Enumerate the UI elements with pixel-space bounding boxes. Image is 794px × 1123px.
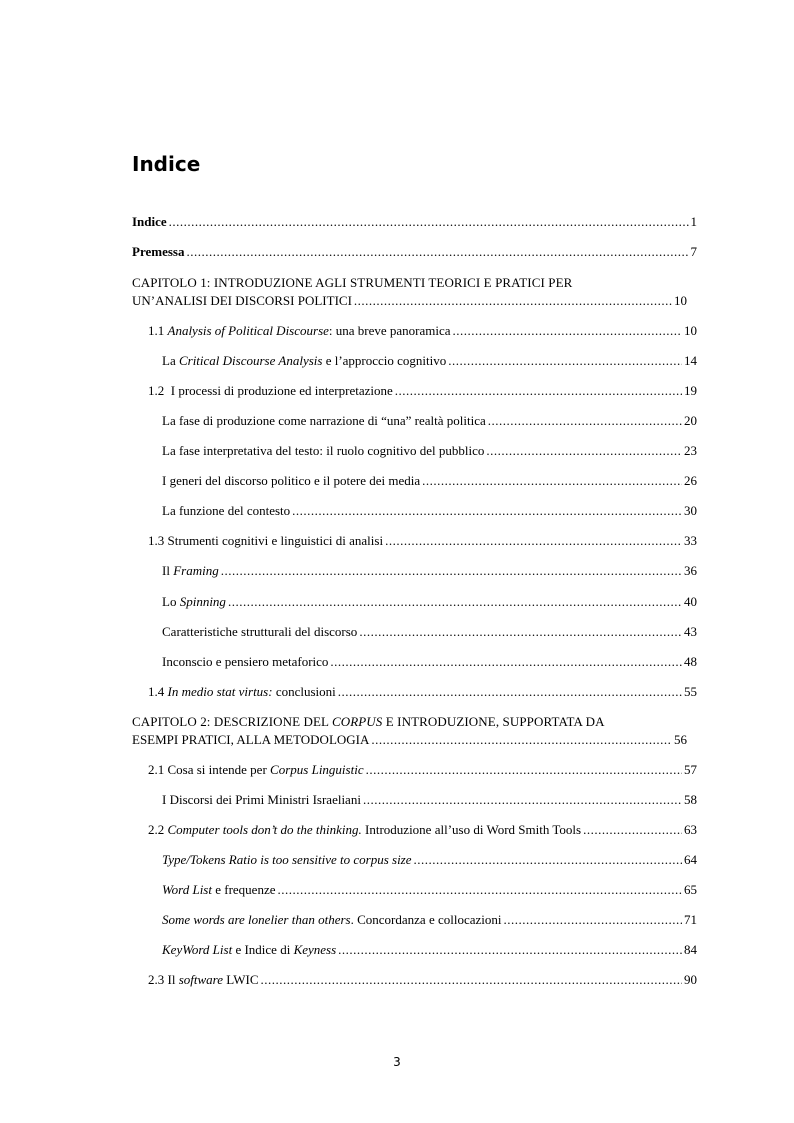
dot-leader bbox=[395, 382, 682, 400]
toc-page-number: 63 bbox=[684, 822, 697, 837]
toc-page-number: 10 bbox=[684, 323, 697, 338]
page-title: Indice bbox=[132, 152, 201, 176]
toc-entry-title: 2.1 Cosa si intende per Corpus Linguistic bbox=[148, 762, 364, 777]
toc-page-number: 19 bbox=[684, 383, 697, 398]
toc-page-number: 30 bbox=[684, 503, 697, 518]
toc-page-number: 65 bbox=[684, 882, 697, 897]
toc-chapter-title-cont: ESEMPI PRATICI, ALLA METODOLOGIA bbox=[132, 732, 370, 747]
toc-page-number: 71 bbox=[684, 912, 697, 927]
toc-entry-title: Type/Tokens Ratio is too sensitive to corpus size bbox=[162, 852, 412, 867]
toc-entry-title: La fase interpretativa del testo: il ruolo cognitivo del pubblico bbox=[162, 443, 485, 458]
toc-page-number: 43 bbox=[684, 624, 697, 639]
toc-entry-2-1[interactable] bbox=[148, 761, 697, 779]
dot-leader bbox=[186, 243, 688, 261]
toc-entry-indice[interactable] bbox=[132, 213, 697, 231]
toc-entry-generi[interactable] bbox=[162, 472, 697, 490]
toc-entry-2-3[interactable] bbox=[148, 971, 697, 989]
dot-leader bbox=[338, 941, 682, 959]
toc-entry-title: La funzione del contesto bbox=[162, 503, 291, 518]
toc-page-number: 10 bbox=[674, 293, 687, 308]
toc-entry-title: Lo Spinning bbox=[162, 594, 226, 609]
toc-entry-title: La Critical Discourse Analysis e l’approccio cognitivo bbox=[162, 353, 447, 368]
toc-entry-inconscio[interactable] bbox=[162, 653, 697, 671]
toc-entry-title: 1.1 Analysis of Political Discourse: una breve panoramica bbox=[148, 323, 451, 338]
toc-page-number: 20 bbox=[684, 413, 697, 428]
toc-entry-discorsi[interactable] bbox=[162, 791, 697, 809]
dot-leader bbox=[486, 442, 682, 460]
toc-entry-framing[interactable] bbox=[162, 562, 697, 580]
toc-entry-fase-interpretativa[interactable] bbox=[162, 442, 697, 460]
toc-entry-title: Indice bbox=[132, 214, 167, 229]
toc-page-number: 1 bbox=[690, 214, 697, 229]
dot-leader bbox=[354, 292, 672, 310]
toc-page-number: 26 bbox=[684, 473, 697, 488]
toc-entry-premessa[interactable] bbox=[132, 243, 697, 261]
toc-entry-1-3[interactable] bbox=[148, 532, 697, 550]
toc-entry-title: Inconscio e pensiero metaforico bbox=[162, 654, 329, 669]
dot-leader bbox=[221, 562, 682, 580]
toc-page-number: 40 bbox=[684, 594, 697, 609]
dot-leader bbox=[338, 683, 682, 701]
toc-entry-spinning[interactable] bbox=[162, 593, 697, 611]
toc-entry-1-4[interactable] bbox=[148, 683, 697, 701]
toc-chapter-1[interactable] bbox=[132, 274, 697, 310]
dot-leader bbox=[261, 971, 682, 989]
dot-leader bbox=[366, 761, 682, 779]
dot-leader bbox=[414, 851, 682, 869]
toc-page-number: 58 bbox=[684, 792, 697, 807]
toc-chapter-title-cont: UN’ANALISI DEI DISCORSI POLITICI bbox=[132, 293, 352, 308]
dot-leader bbox=[448, 352, 682, 370]
toc-page-number: 56 bbox=[674, 732, 687, 747]
toc-entry-title: I Discorsi dei Primi Ministri Israeliani bbox=[162, 792, 361, 807]
toc-entry-title: Il Framing bbox=[162, 563, 219, 578]
dot-leader bbox=[371, 731, 672, 749]
toc-entry-title: La fase di produzione come narrazione di “una” realtà politica bbox=[162, 413, 486, 428]
toc-page-number: 84 bbox=[684, 942, 697, 957]
toc-entry-cda[interactable] bbox=[162, 352, 697, 370]
dot-leader bbox=[330, 653, 682, 671]
toc-page-number: 57 bbox=[684, 762, 697, 777]
dot-leader bbox=[385, 532, 682, 550]
dot-leader bbox=[504, 911, 683, 929]
toc-entry-1-1[interactable] bbox=[148, 322, 697, 340]
toc-entry-title: Some words are lonelier than others. Concordanza e collocazioni bbox=[162, 912, 502, 927]
toc-entry-keyword-list[interactable] bbox=[162, 941, 697, 959]
toc-entry-title: Premessa bbox=[132, 244, 185, 259]
toc-chapter-title: CAPITOLO 1: INTRODUZIONE AGLI STRUMENTI TEORICI E PRATICI PER bbox=[132, 275, 573, 290]
toc-entry-type-tokens[interactable] bbox=[162, 851, 697, 869]
toc-page-number: 7 bbox=[690, 244, 697, 259]
toc-entry-caratteristiche[interactable] bbox=[162, 623, 697, 641]
page-number: 3 bbox=[393, 1055, 401, 1069]
toc-entry-title: Word List e frequenze bbox=[162, 882, 276, 897]
toc-entry-some-words[interactable] bbox=[162, 911, 697, 929]
dot-leader bbox=[228, 593, 682, 611]
toc-entry-title: 2.3 Il software LWIC bbox=[148, 972, 259, 987]
toc-entry-1-2[interactable] bbox=[148, 382, 697, 400]
dot-leader bbox=[359, 623, 682, 641]
dot-leader bbox=[278, 881, 683, 899]
dot-leader bbox=[453, 322, 682, 340]
toc-page-number: 64 bbox=[684, 852, 697, 867]
dot-leader bbox=[363, 791, 682, 809]
toc-entry-title: 1.2 I processi di produzione ed interpretazione bbox=[148, 383, 393, 398]
toc-page-number: 48 bbox=[684, 654, 697, 669]
toc-entry-title: Caratteristiche strutturali del discorso bbox=[162, 624, 358, 639]
toc-entry-title: KeyWord List e Indice di Keyness bbox=[162, 942, 337, 957]
toc-entry-2-2[interactable] bbox=[148, 821, 697, 839]
dot-leader bbox=[422, 472, 682, 490]
toc-page-number: 55 bbox=[684, 684, 697, 699]
toc-chapter-2[interactable] bbox=[132, 713, 697, 749]
toc-entry-fase-produzione[interactable] bbox=[162, 412, 697, 430]
toc-entry-title: I generi del discorso politico e il potere dei media bbox=[162, 473, 421, 488]
dot-leader bbox=[583, 821, 682, 839]
toc-page-number: 23 bbox=[684, 443, 697, 458]
toc-entry-title: 1.4 In medio stat virtus: conclusioni bbox=[148, 684, 336, 699]
toc-page-number: 90 bbox=[684, 972, 697, 987]
toc-page-number: 33 bbox=[684, 533, 697, 548]
toc-chapter-title: CAPITOLO 2: DESCRIZIONE DEL CORPUS E INTRODUZIONE, SUPPORTATA DA bbox=[132, 714, 605, 729]
toc-entry-contesto[interactable] bbox=[162, 502, 697, 520]
dot-leader bbox=[292, 502, 682, 520]
toc-entry-title: 2.2 Computer tools don’t do the thinking. Introduzione all’uso di Word Smith Tools bbox=[148, 822, 582, 837]
toc-page-number: 36 bbox=[684, 563, 697, 578]
toc-page-number: 14 bbox=[684, 353, 697, 368]
dot-leader bbox=[169, 213, 689, 231]
toc-entry-word-list[interactable] bbox=[162, 881, 697, 899]
toc-entry-title: 1.3 Strumenti cognitivi e linguistici di analisi bbox=[148, 533, 384, 548]
dot-leader bbox=[488, 412, 682, 430]
